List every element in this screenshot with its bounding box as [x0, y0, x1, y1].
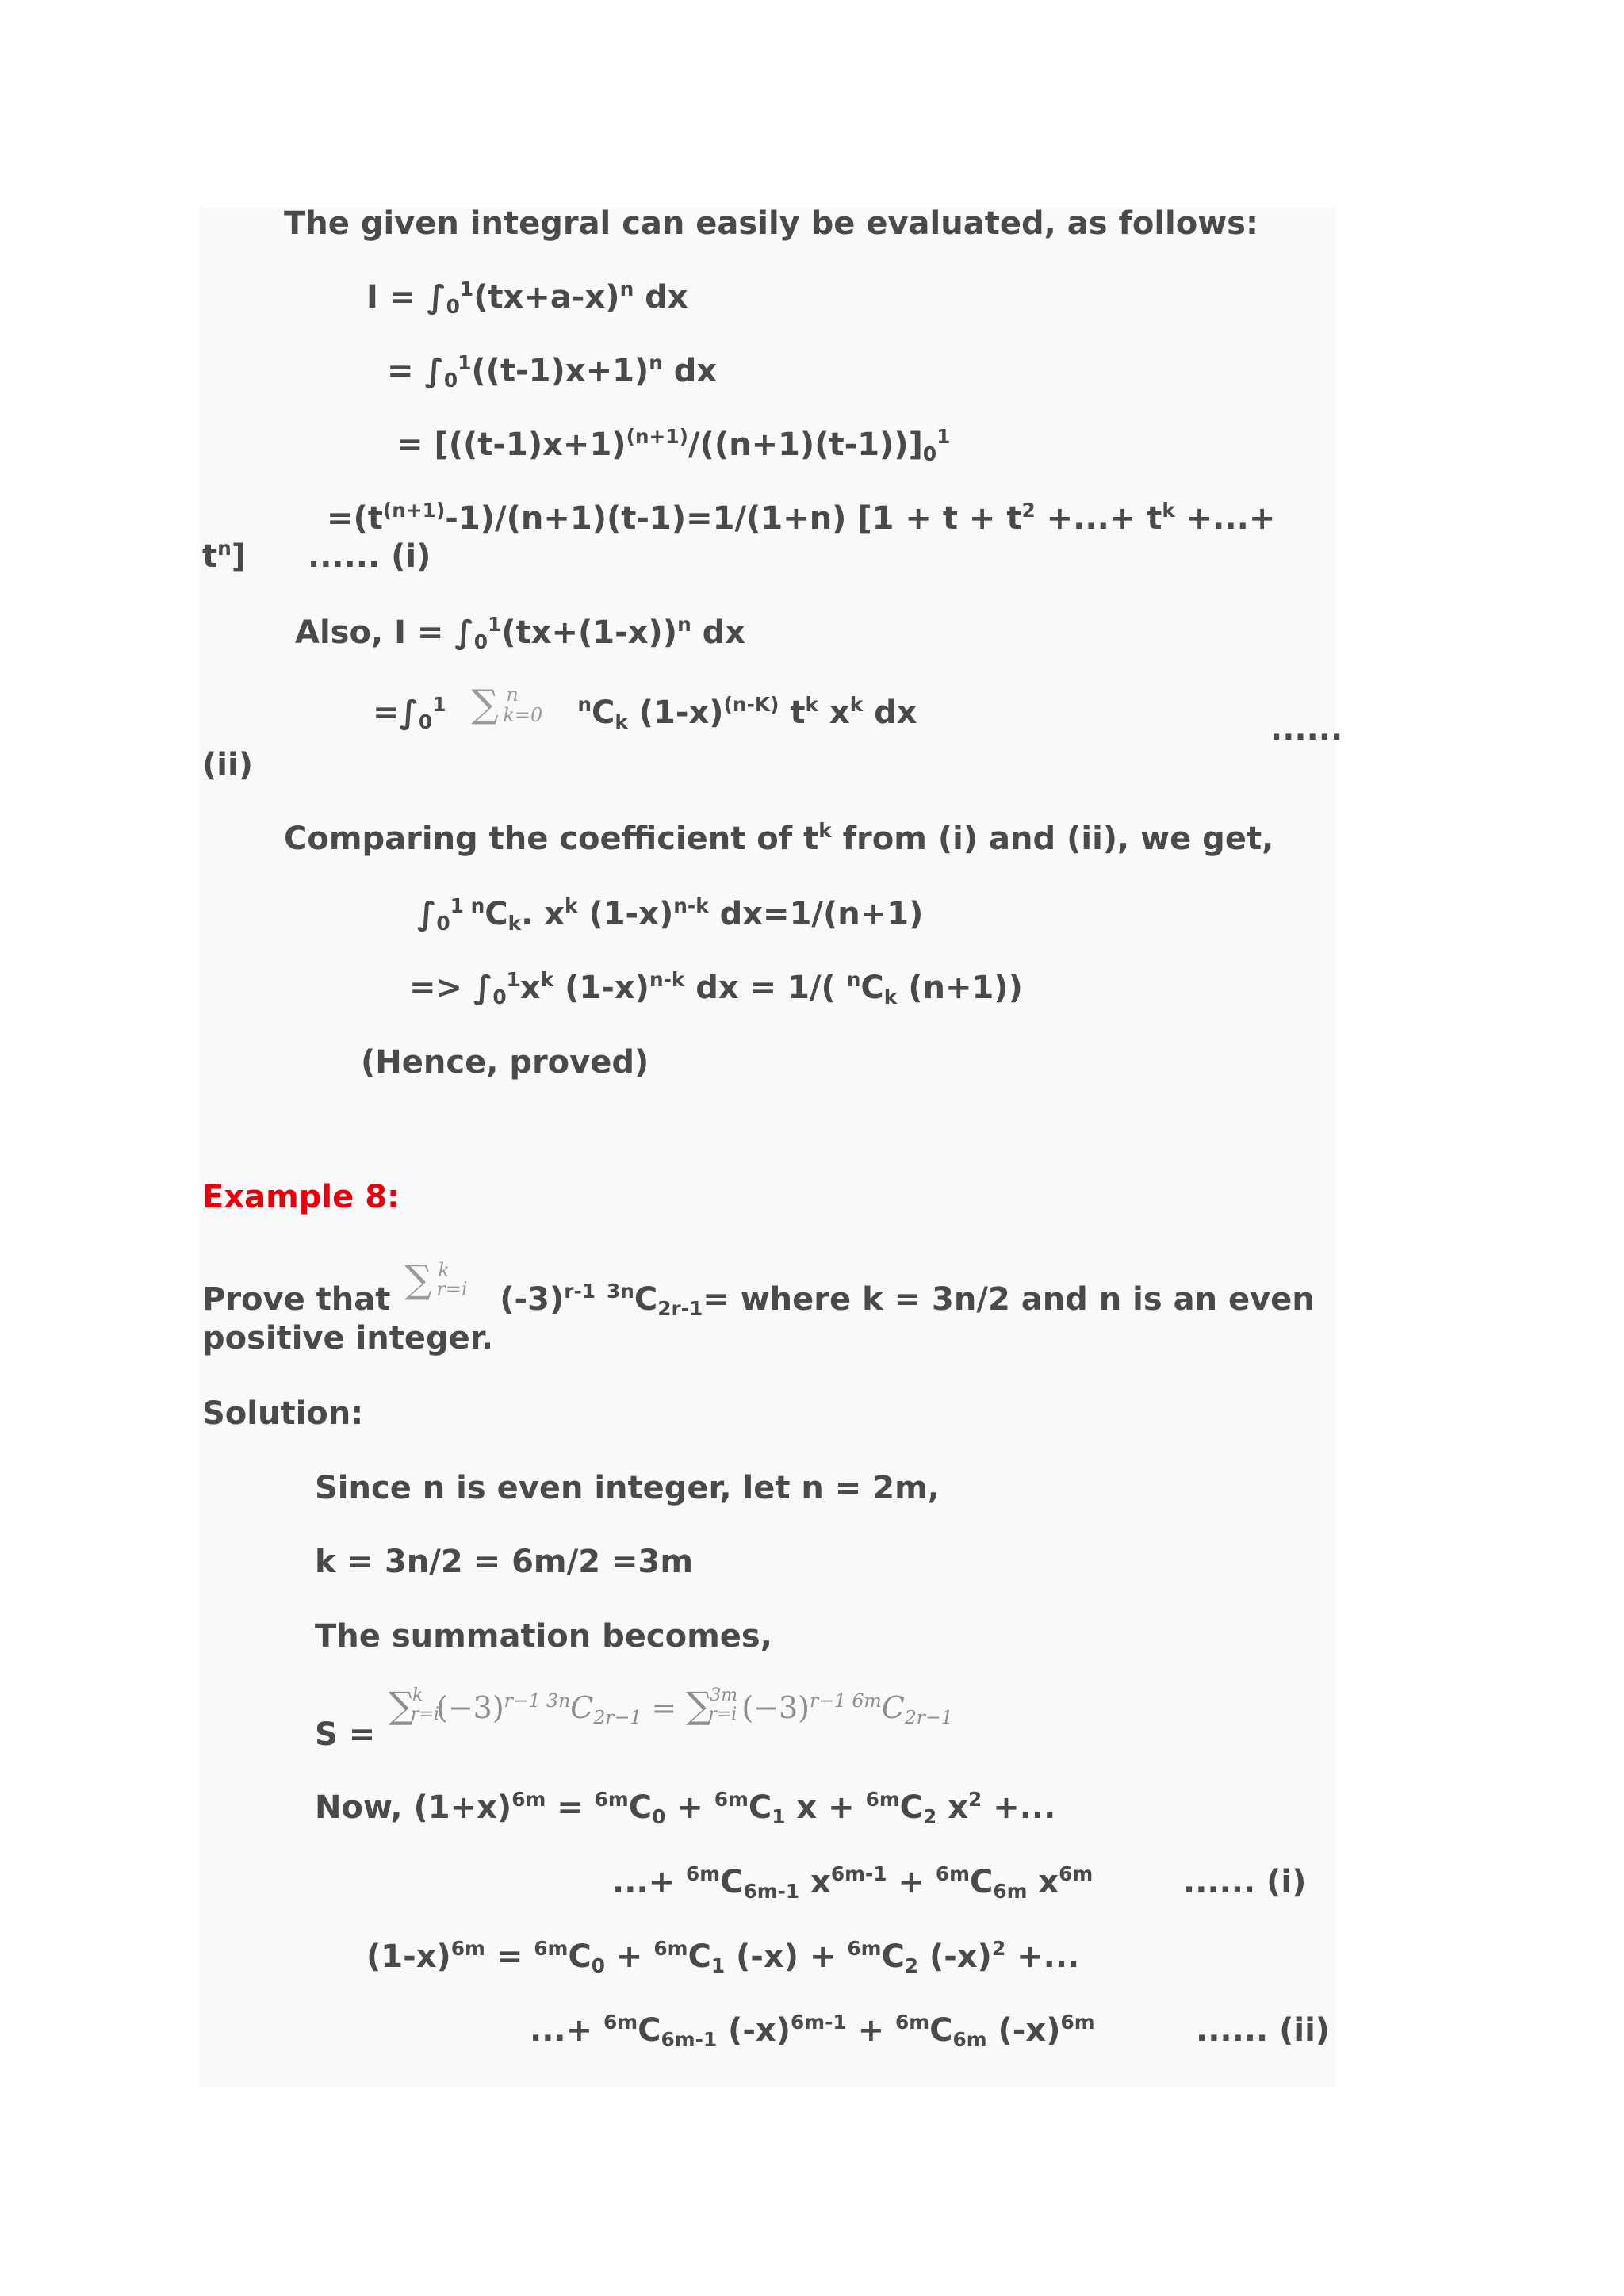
equation-7: $\int_0^1$ $^nC_k$. $x^k$ $(1-x)^{n-k}$ dx=1/(n+1): [417, 894, 924, 936]
summation-image: ∑ k r=i: [404, 1257, 468, 1302]
equation-8: => $\int_0^1x^k$ $(1-x)^{n-k}$ dx = 1/( $^nC_k$ (n+1)): [409, 968, 1023, 1009]
prove-statement-line-2: positive integer.: [202, 1320, 494, 1357]
expansion-1-cont: ...+ $^{6m}C_{6m-1}$ $x^{6m-1} + ^{6m}C_{6m}$ $x^{6m}$: [612, 1862, 1094, 1904]
equation-5: Also, $I = \int_0^1(tx+(1-x))^n$ dx: [295, 613, 746, 654]
summation-label: S =: [315, 1716, 376, 1753]
intro-text: The given integral can easily be evaluated, as follows:: [284, 205, 1258, 242]
equation-6-tag-dots: ......: [1270, 711, 1343, 748]
equation-6: $=\int_0^1$ ∑ n k=0 $^nC_k$ $(1-x)^{(n-K)}$ $t^k$ $x^k$ dx: [373, 682, 917, 734]
summation-image: ∑ n k=0: [471, 682, 543, 726]
equation-4: $=(t^{(n+1)}-1)/(n+1)(t-1)=1/(1+n) [1 + t + t^2$ +...+ $t^k$ +...+: [327, 499, 1276, 537]
expansion-2-tag: ...... (ii): [1196, 2012, 1331, 2049]
expansion-2: $(1-x)^{6m} = ^{6m}C_0 + ^{6m}C_1$ $(-x) + ^{6m}C_2$ $(-x)^2$ +...: [366, 1937, 1080, 1978]
equation-6-tag: (ii): [202, 747, 253, 783]
equation-1: $I = \int_0^1(tx+a-x)^n$ dx: [366, 277, 688, 319]
hence-proved: (Hence, proved): [361, 1044, 649, 1081]
solution-step-3: The summation becomes,: [315, 1618, 772, 1655]
example-heading: Example 8:: [202, 1179, 400, 1215]
equation-2: = $\int_0^1((t-1)x+1)^n$ dx: [387, 351, 718, 392]
equation-4-tag: ...... (i): [308, 538, 431, 575]
expansion-1-tag: ...... (i): [1183, 1864, 1307, 1900]
expansion-1: Now, $(1+x)^{6m} = ^{6m}C_0 + ^{6m}C_1$ $x + ^{6m}C_2$ $x^2$ +...: [315, 1788, 1056, 1829]
equation-4-wrap: $t^n$]: [202, 537, 247, 575]
comparing-text: Comparing the coefficient of $t^k$ from (i) and (ii), we get,: [284, 819, 1274, 857]
solution-heading: Solution:: [202, 1395, 364, 1432]
solution-step-1: Since n is even integer, let n = 2m,: [315, 1470, 940, 1506]
expansion-2-cont: ...+ $^{6m}C_{6m-1}$ $(-x)^{6m-1} + ^{6m}C_{6m}$ $(-x)^{6m}$: [530, 2011, 1095, 2052]
prove-statement: Prove that ∑ k r=i $(-3)^{r-1}$ $^{3n}C_{2r-1}=$ where k = 3n/2 and n is an even: [202, 1257, 1315, 1321]
summation-equation-image: ∑ k r=i $(-3)^{r-1}$ $^{3n}C_{2r-1}$ = ∑ 3m r=i $(-3)^{r-1}$ $^{6m}C_{2r-1}$: [389, 1684, 953, 1729]
equation-3: = $[((t-1)x+1)^{(n+1)}/((n+1)(t-1))]_0^1$: [396, 425, 951, 466]
solution-step-2: k = 3n/2 = 6m/2 =3m: [315, 1544, 693, 1580]
